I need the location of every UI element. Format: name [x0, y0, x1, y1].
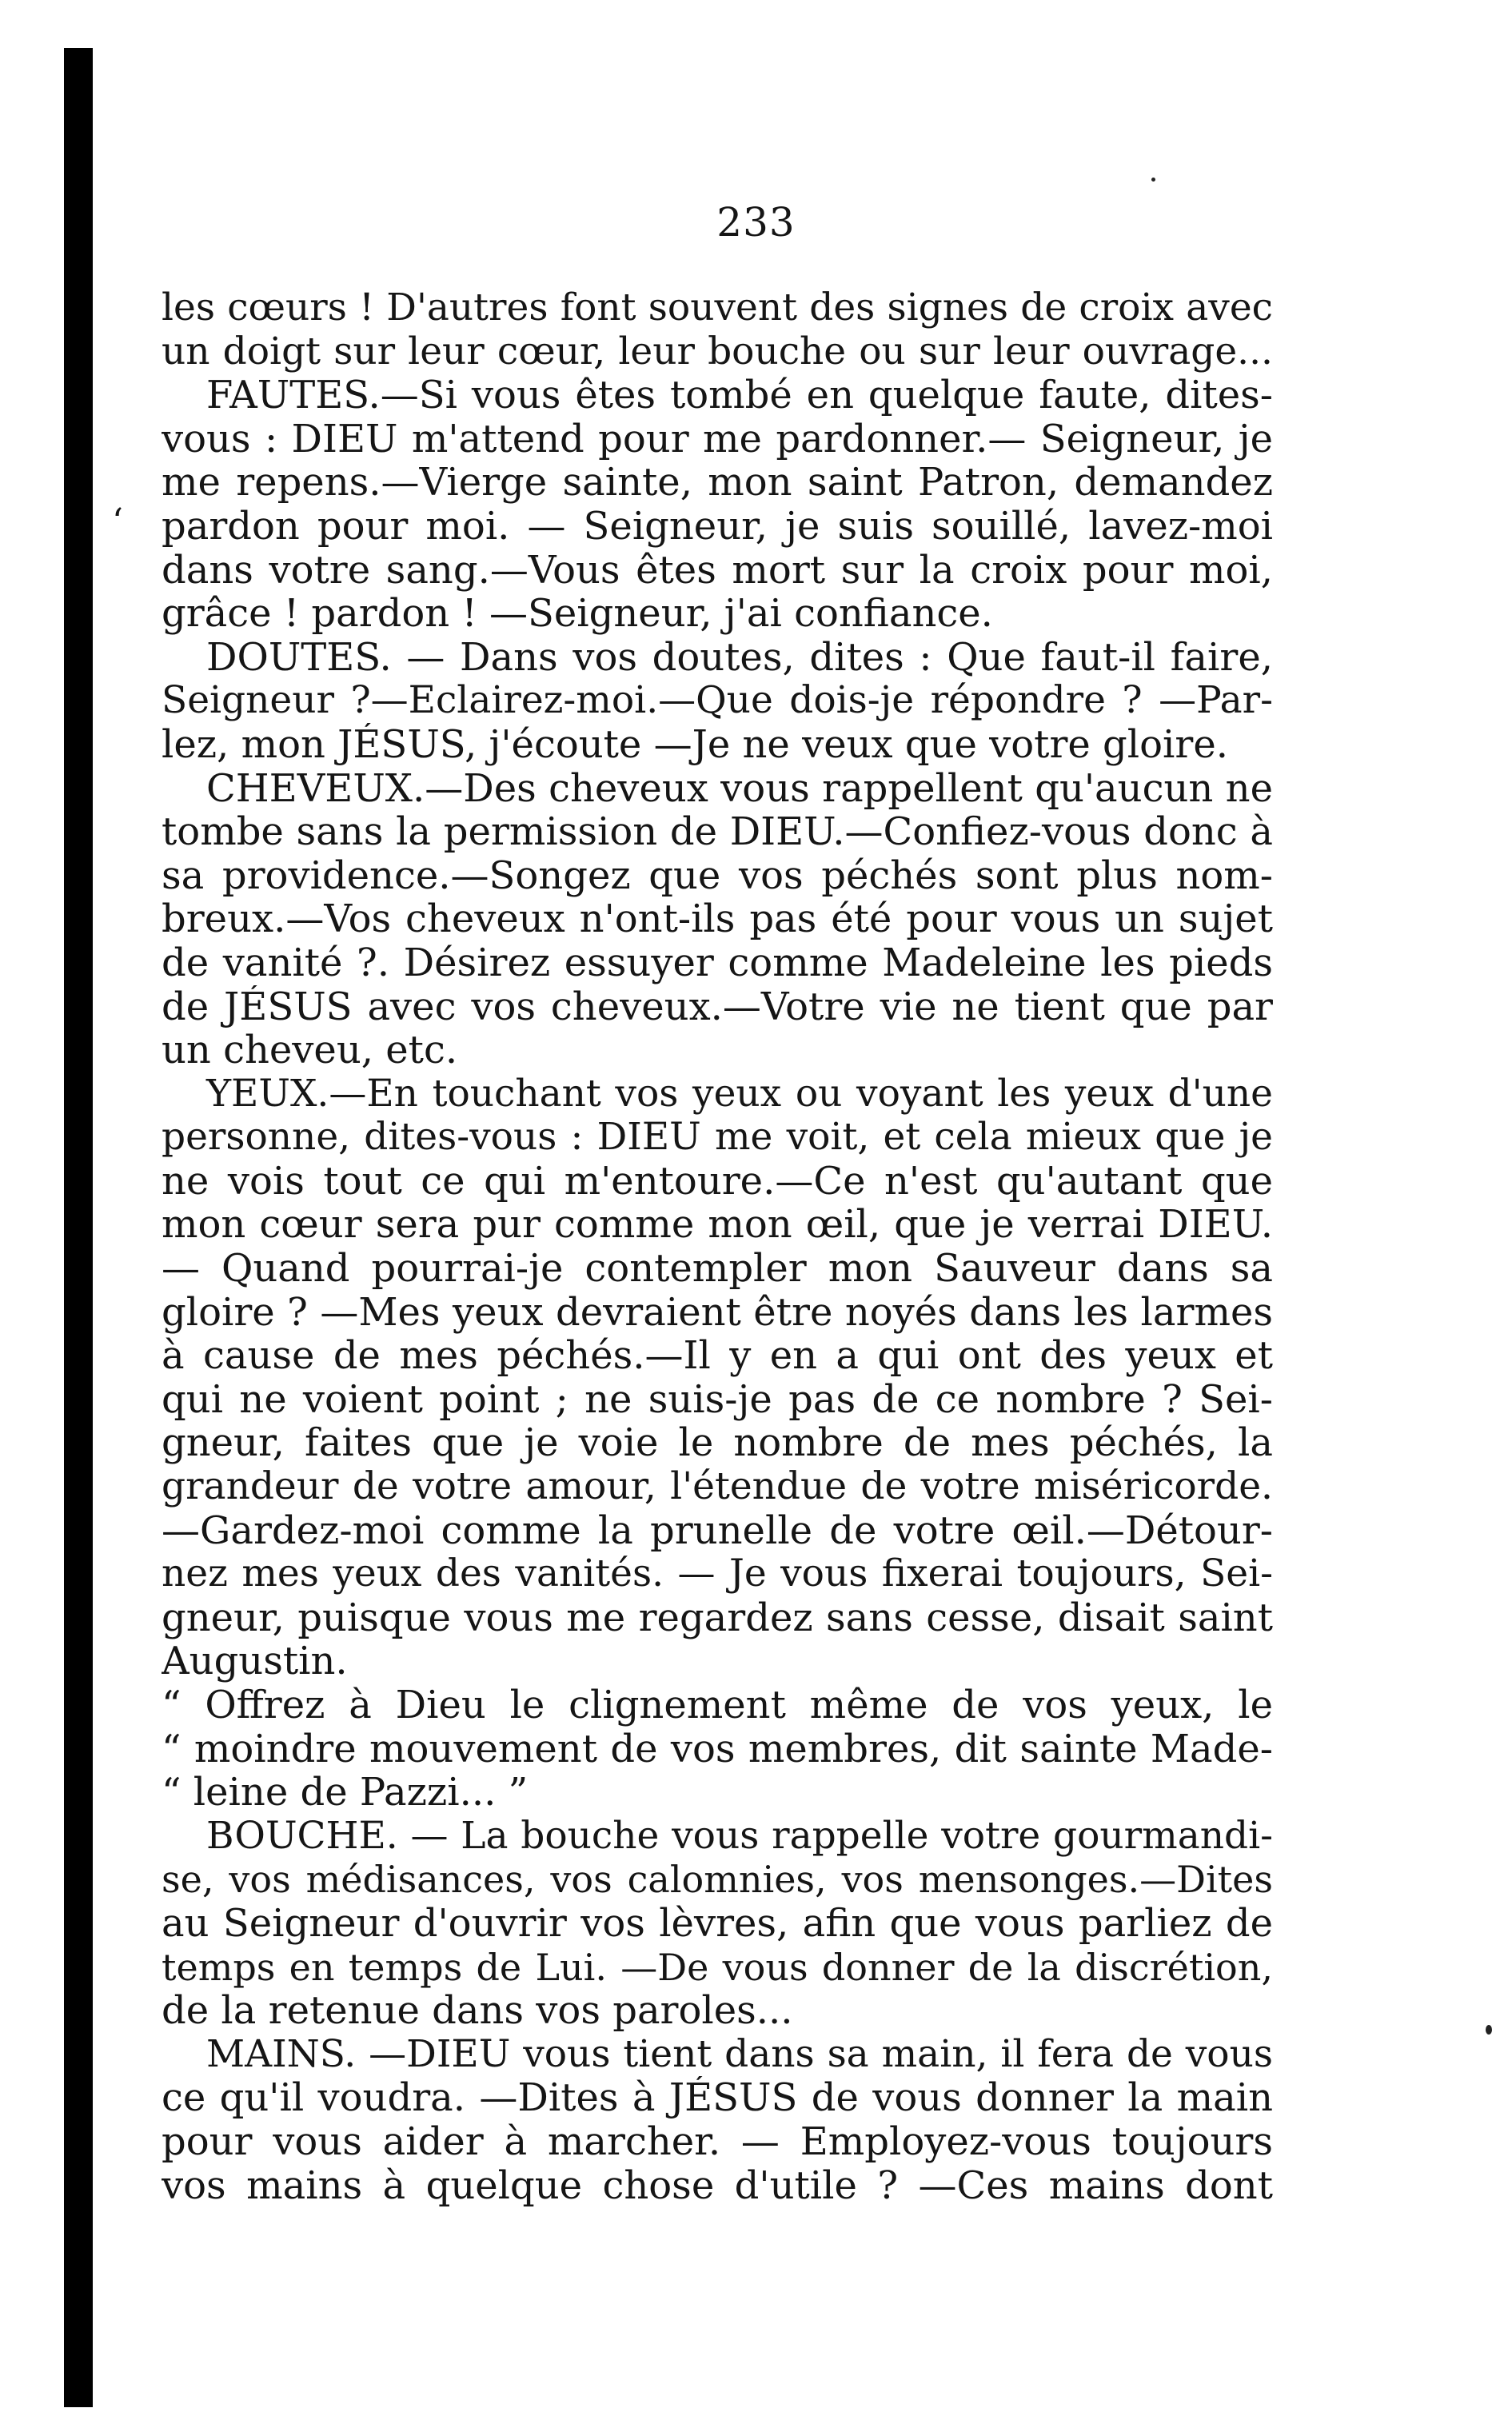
text-line: FAUTES.—Si vous êtes tombé en quelque faute, dites- — [206, 373, 1273, 417]
text-line: sa providence.—Songez que vos péchés sont plus nom- — [162, 853, 1273, 898]
text-line: Augustin. — [162, 1639, 348, 1683]
text-line: se, vos médisances, vos calomnies, vos mensonges.—Dites — [162, 1858, 1273, 1902]
text-line: vous : DIEU m'attend pour me pardonner.— Seigneur, je — [162, 417, 1273, 461]
text-line: me repens.—Vierge sainte, mon saint Patron, demandez — [162, 461, 1273, 505]
text-line: “ leine de Pazzi... ” — [162, 1771, 529, 1815]
margin-mark: ‘ — [112, 501, 123, 542]
text-line: un cheveu, etc. — [162, 1028, 458, 1072]
page-number: 233 — [716, 199, 796, 246]
text-line: grâce ! pardon ! —Seigneur, j'ai confiance. — [162, 592, 993, 636]
text-line: au Seigneur d'ouvrir vos lèvres, afin que vous parliez de — [162, 1901, 1273, 1946]
text-line: gneur, puisque vous me regardez sans cesse, disait saint — [162, 1595, 1273, 1640]
text-line: personne, dites-vous : DIEU me voit, et cela mieux que je — [162, 1116, 1273, 1160]
binding-edge — [64, 48, 93, 2407]
text-line: Seigneur ?—Eclairez-moi.—Que dois-je répondre ? —Par- — [162, 679, 1273, 723]
text-line: dans votre sang.—Vous êtes mort sur la croix pour moi, — [162, 548, 1273, 593]
ink-speck — [1151, 178, 1155, 182]
text-line: de vanité ?. Désirez essuyer comme Madeleine les pieds — [162, 940, 1273, 985]
text-line: “ Offrez à Dieu le clignement même de vos yeux, le — [162, 1683, 1273, 1727]
text-line: temps en temps de Lui. —De vous donner de la discrétion, — [162, 1945, 1273, 1989]
text-line: YEUX.—En touchant vos yeux ou voyant les yeux d'une — [206, 1072, 1273, 1116]
text-line: les cœurs ! D'autres font souvent des signes de croix avec — [162, 286, 1273, 329]
text-line: — Quand pourrai-je contempler mon Sauveur dans sa — [162, 1247, 1273, 1291]
text-line: pardon pour moi. — Seigneur, je suis souillé, lavez-moi — [162, 504, 1273, 549]
text-line: grandeur de votre amour, l'étendue de votre miséricorde. — [162, 1465, 1273, 1509]
ink-speck — [1486, 2025, 1492, 2035]
text-line: MAINS. —DIEU vous tient dans sa main, il fera de vous — [206, 2032, 1273, 2076]
text-line: “ moindre mouvement de vos membres, dit sainte Made- — [162, 1727, 1273, 1771]
text-line: tombe sans la permission de DIEU.—Confiez-vous donc à — [162, 810, 1273, 854]
text-line: CHEVEUX.—Des cheveux vous rappellent qu'aucun ne — [206, 766, 1273, 811]
text-line: pour vous aider à marcher. — Employez-vous toujours — [162, 2119, 1273, 2164]
text-line: lez, mon JÉSUS, j'écoute —Je ne veux que votre gloire. — [162, 722, 1228, 767]
text-line: breux.—Vos cheveux n'ont-ils pas été pour vous un sujet — [162, 897, 1273, 941]
body-text — [162, 286, 1273, 2207]
text-line: BOUCHE. — La bouche vous rappelle votre gourmandi- — [206, 1814, 1273, 1858]
text-line: —Gardez-moi comme la prunelle de votre œil.—Détour- — [162, 1508, 1273, 1553]
text-line: vos mains à quelque chose d'utile ? —Ces mains dont — [162, 2163, 1273, 2208]
text-line: ce qu'il voudra. —Dites à JÉSUS de vous donner la main — [162, 2076, 1273, 2120]
text-line: à cause de mes péchés.—Il y en a qui ont des yeux et — [162, 1334, 1273, 1378]
text-line: de la retenue dans vos paroles... — [162, 1989, 793, 2033]
text-line: de JÉSUS avec vos cheveux.—Votre vie ne tient que par — [162, 984, 1273, 1029]
text-line: qui ne voient point ; ne suis-je pas de ce nombre ? Sei- — [162, 1377, 1273, 1422]
text-line: mon cœur sera pur comme mon œil, que je verrai DIEU. — [162, 1203, 1273, 1248]
text-line: gloire ? —Mes yeux devraient être noyés dans les larmes — [162, 1290, 1273, 1335]
text-line: gneur, faites que je voie le nombre de mes péchés, la — [162, 1421, 1273, 1466]
text-line: un doigt sur leur cœur, leur bouche ou sur leur ouvrage... — [162, 329, 1273, 373]
text-line: DOUTES. — Dans vos doutes, dites : Que faut-il faire, — [206, 635, 1273, 680]
text-line: nez mes yeux des vanités. — Je vous fixerai toujours, Sei- — [162, 1552, 1273, 1596]
text-line: ne vois tout ce qui m'entoure.—Ce n'est qu'autant que — [162, 1159, 1273, 1204]
